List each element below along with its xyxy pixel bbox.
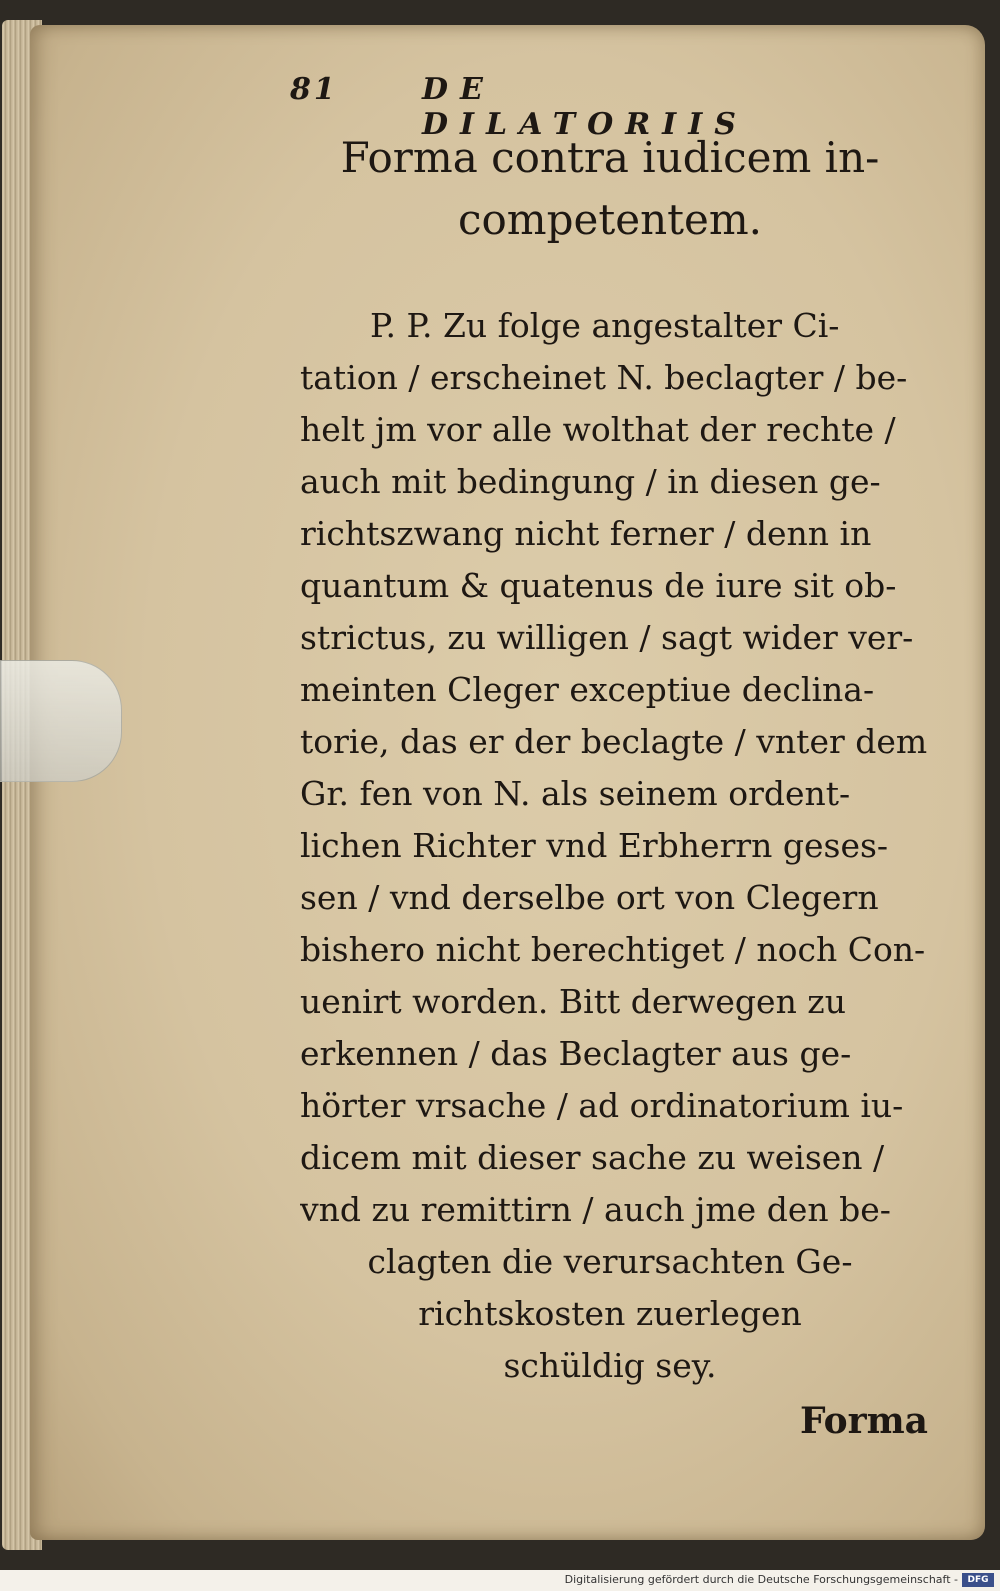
body-line: meinten Cleger exceptiue declina-	[300, 670, 875, 709]
footer-bar	[0, 1570, 1000, 1591]
body-line: richtskosten zuerlegen	[418, 1294, 802, 1333]
body-line: vnd zu remittirn / auch jme den be-	[300, 1190, 891, 1229]
dfg-logo: DFG	[962, 1573, 994, 1587]
body-line: clagten die verursachten Ge-	[367, 1242, 853, 1281]
section-title-line-1: Forma contra iudicem in-	[340, 133, 880, 182]
body-line: bishero nicht berechtiget / noch Con-	[300, 930, 926, 969]
body-line: torie, das er der beclagte / vnter dem	[300, 722, 928, 761]
body-line: erkennen / das Beclagter aus ge-	[300, 1034, 852, 1073]
body-line: lichen Richter vnd Erbherrn geses-	[300, 826, 889, 865]
body-line: richtszwang nicht ferner / denn in	[300, 514, 872, 553]
body-line: Gr. fen von N. als seinem ordent-	[300, 774, 851, 813]
funding-credit: Digitalisierung gefördert durch die Deutsche Forschungsgemeinschaft -	[564, 1573, 958, 1586]
body-line: strictus, zu willigen / sagt wider ver-	[300, 618, 914, 657]
body-line: hörter vrsache / ad ordinatorium iu-	[300, 1086, 904, 1125]
body-line: auch mit bedingung / in diesen ge-	[300, 462, 881, 501]
body-line: schüldig sey.	[503, 1346, 717, 1385]
catchword: Forma	[800, 1400, 928, 1442]
body-line: tation / erscheinet N. beclagter / be-	[300, 358, 908, 397]
body-line: uenirt worden. Bitt derwegen zu	[300, 982, 846, 1021]
body-line: quantum & quatenus de iure sit ob-	[300, 566, 897, 605]
body-line: dicem mit dieser sache zu weisen /	[300, 1138, 885, 1177]
body-line: helt jm vor alle wolthat der rechte /	[300, 410, 896, 449]
running-head: DE DILATORIIS	[422, 72, 748, 142]
section-title-line-2: competentem.	[457, 195, 763, 244]
body-line: sen / vnd derselbe ort von Clegern	[300, 878, 879, 917]
page-number: 81	[290, 72, 338, 107]
body-line: P. P. Zu folge angestalter Ci-	[370, 306, 840, 345]
running-header	[280, 72, 800, 142]
